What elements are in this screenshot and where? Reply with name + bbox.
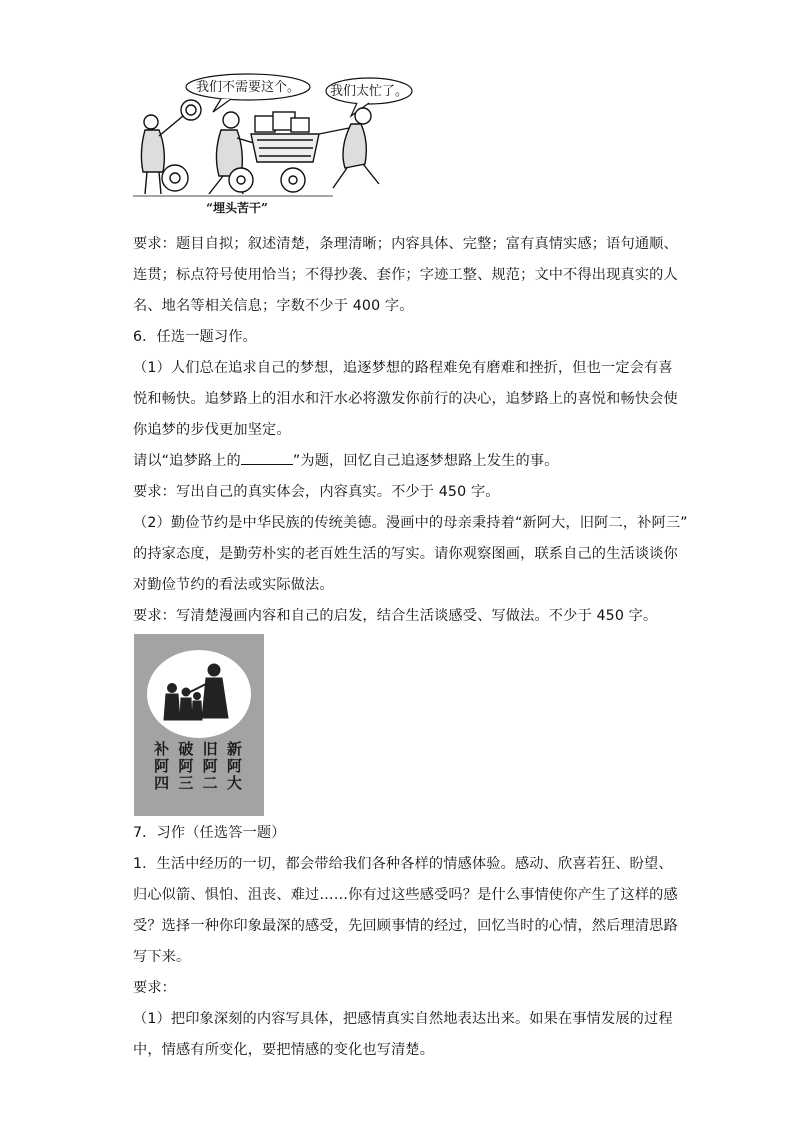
prompt-prefix: 请以“追梦路上的: [133, 453, 241, 469]
bubble-left-text: 我们不需要这个。: [195, 80, 301, 95]
q7-item1-line3: 受？选择一种你印象最深的感受，先回顾事情的经过，回忆当时的心情，然后理清思路: [133, 918, 678, 934]
q7-requirement1-line2: 中，情感有所变化，要把情感的变化也写清楚。: [133, 1042, 435, 1058]
q5-requirement-line1: 要求：题目自拟；叙述清楚，条理清晰；内容具体、完整；富有真情实感；语句通顺、: [133, 236, 678, 252]
poster-title: [134, 741, 264, 792]
poster-title-row2: 阿 阿 阿 阿: [154, 757, 244, 775]
poster-illustration: [134, 634, 264, 739]
q7-item1-line1: 1．生活中经历的一切，都会带给我们各种各样的情感体验。感动、欣喜若狂、盼望、: [133, 856, 673, 872]
q6-option1-prompt: [133, 451, 663, 471]
caveman-right: [333, 108, 379, 188]
q6-option2-line1: （2）勤俭节约是中华民族的传统美德。漫画中的母亲秉持着“新阿大，旧阿二，补阿三”: [133, 515, 688, 531]
q6-option1-requirement: 要求：写出自己的真实体会，内容真实。不少于 450 字。: [133, 484, 500, 500]
cartoon-caption: “埋头苦干”: [206, 201, 268, 215]
prompt-suffix: ”为题，回忆自己追逐梦想路上发生的事。: [292, 453, 559, 469]
q6-title: 6．任选一题习作。: [133, 329, 257, 345]
poster-title-row1: 补 破 旧 新: [154, 740, 244, 758]
q7-item1-line2: 归心似箭、惧怕、沮丧、难过……你有过这些感受吗？是什么事情使你产生了这样的感: [133, 887, 678, 903]
q7-requirement1-line1: （1）把印象深刻的内容写具体，把感情真实自然地表达出来。如果在事情发展的过程: [133, 1011, 673, 1027]
q7-title: 7．习作（任选答一题）: [133, 825, 286, 841]
q7-item1-line4: 写下来。: [133, 949, 191, 965]
caveman-left: [141, 100, 201, 194]
q7-requirement-label: 要求：: [133, 980, 177, 996]
q6-option2-line2: 的持家态度，是勤劳朴实的老百姓生活的写实。请你观察图画，联系自己的生活谈谈你: [133, 546, 678, 562]
q6-option2-line3: 对勤俭节约的看法或实际做法。: [133, 577, 334, 593]
q6-option1-line2: 悦和畅快。追梦路上的泪水和汗水必将激发你前行的决心，追梦路上的喜悦和畅快会使: [133, 391, 678, 407]
thrift-poster: [134, 634, 264, 816]
q5-requirement-line2: 连贯；标点符号使用恰当；不得抄袭、套作；字迹工整、规范；文中不得出现真实的人: [133, 267, 678, 283]
q6-option2-requirement: 要求：写清楚漫画内容和自己的启发，结合生活谈感受、写做法。不少于 450 字。: [133, 608, 658, 624]
q6-option1-line3: 你追梦的步伐更加坚定。: [133, 422, 291, 438]
q6-option1-line1: （1）人们总在追求自己的梦想，追逐梦想的路程难免有磨难和挫折，但也一定会有喜: [133, 360, 673, 376]
q5-requirement-line3: 名、地名等相关信息；字数不少于 400 字。: [133, 298, 414, 314]
cartoon-illustration: [133, 72, 423, 217]
title-blank: [241, 464, 293, 465]
bubble-right-text: 我们太忙了。: [329, 84, 409, 99]
poster-title-row3: 四 三 二 大: [154, 774, 244, 792]
cart-with-boxes: [229, 112, 349, 192]
